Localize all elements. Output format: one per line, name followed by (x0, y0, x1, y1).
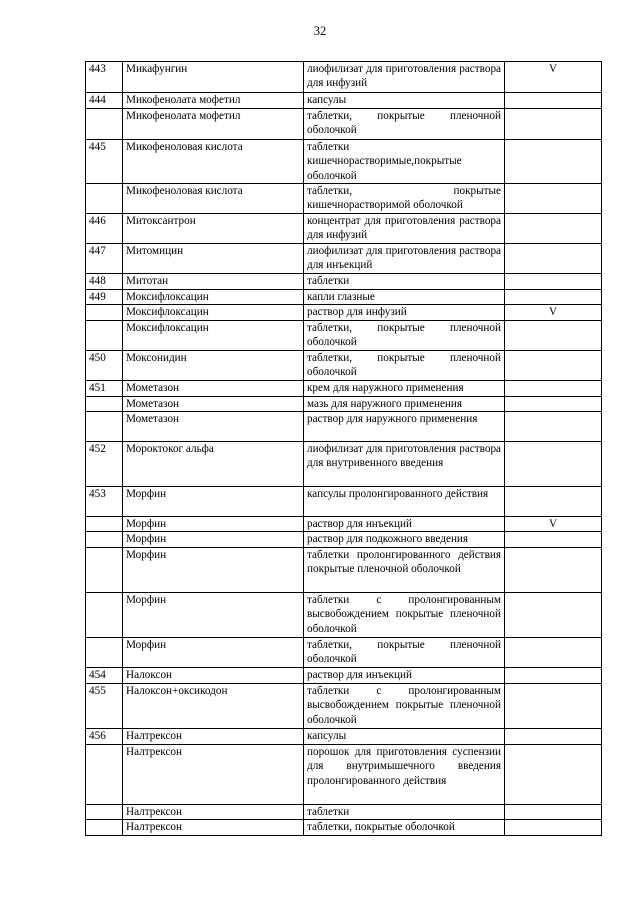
table-row (86, 638, 602, 668)
table-row (86, 441, 602, 486)
cell-dosage-form: раствор для инъекций (304, 668, 505, 684)
cell-drug-name: Моксифлоксацин (123, 290, 304, 305)
cell-dosage-form: капли глазные (304, 290, 505, 305)
table-row (86, 684, 602, 729)
cell-flag: V (505, 516, 602, 531)
cell-flag (505, 593, 602, 638)
cell-flag (505, 684, 602, 729)
cell-drug-name: Микофенолата мофетил (123, 109, 304, 140)
cell-drug-name: Моксифлоксацин (123, 320, 304, 350)
cell-drug-name: Митоксантрон (123, 214, 304, 244)
table-row (86, 109, 602, 140)
cell-flag (505, 745, 602, 805)
cell-flag: V (505, 305, 602, 320)
page-number: 32 (313, 24, 327, 38)
cell-flag (505, 486, 602, 516)
cell-number (86, 532, 123, 548)
table-row (86, 593, 602, 638)
cell-number (86, 184, 123, 214)
cell-flag (505, 441, 602, 486)
cell-flag (505, 244, 602, 274)
table-row (86, 729, 602, 745)
table-row (86, 486, 602, 516)
cell-dosage-form: таблетки с пролонгированным высвобождением покрытые пленочной оболочкой (304, 593, 505, 638)
table-row (86, 305, 602, 320)
cell-drug-name: Митомицин (123, 244, 304, 274)
cell-number: 455 (86, 684, 123, 729)
table-row (86, 745, 602, 805)
cell-drug-name: Митотан (123, 274, 304, 290)
cell-flag (505, 320, 602, 350)
table-row (86, 380, 602, 396)
cell-flag (505, 350, 602, 380)
cell-number: 444 (86, 93, 123, 109)
cell-number (86, 638, 123, 668)
drug-list-body (86, 62, 602, 836)
cell-flag (505, 140, 602, 184)
cell-flag (505, 638, 602, 668)
cell-flag (505, 729, 602, 745)
cell-flag (505, 548, 602, 593)
cell-drug-name: Морфин (123, 486, 304, 516)
cell-dosage-form: лиофилизат для приготовления раствора для инъекций (304, 244, 505, 274)
table-row (86, 516, 602, 531)
table-row (86, 290, 602, 305)
cell-dosage-form: таблетки, покрытые пленочной оболочкой (304, 109, 505, 140)
cell-number: 445 (86, 140, 123, 184)
cell-number (86, 320, 123, 350)
cell-drug-name: Морфин (123, 516, 304, 531)
cell-drug-name: Налтрексон (123, 805, 304, 820)
cell-drug-name: Налтрексон (123, 745, 304, 805)
table-row (86, 805, 602, 820)
cell-number (86, 805, 123, 820)
cell-number: 452 (86, 441, 123, 486)
cell-drug-name: Морфин (123, 532, 304, 548)
table-row (86, 411, 602, 441)
cell-drug-name: Микофеноловая кислота (123, 140, 304, 184)
table-row (86, 244, 602, 274)
cell-number: 454 (86, 668, 123, 684)
table-row (86, 320, 602, 350)
cell-drug-name: Мометазон (123, 396, 304, 411)
cell-number (86, 820, 123, 835)
cell-drug-name: Мометазон (123, 380, 304, 396)
table-row (86, 62, 602, 93)
cell-number: 448 (86, 274, 123, 290)
cell-number (86, 305, 123, 320)
cell-flag (505, 820, 602, 835)
cell-number: 451 (86, 380, 123, 396)
cell-dosage-form: раствор для инфузий (304, 305, 505, 320)
cell-drug-name: Налоксон+оксикодон (123, 684, 304, 729)
cell-dosage-form: таблетки, покрытые пленочной оболочкой (304, 638, 505, 668)
cell-flag (505, 805, 602, 820)
drug-list-table (85, 61, 602, 836)
cell-number (86, 516, 123, 531)
cell-dosage-form: таблетки пролонгированного действия покрытые пленочной оболочкой (304, 548, 505, 593)
cell-number: 453 (86, 486, 123, 516)
table-row (86, 214, 602, 244)
cell-dosage-form: таблетки, покрытые оболочкой (304, 820, 505, 835)
cell-dosage-form: раствор для инъекций (304, 516, 505, 531)
table-row (86, 184, 602, 214)
cell-dosage-form: таблетки, покрытые пленочной оболочкой (304, 350, 505, 380)
cell-number (86, 411, 123, 441)
cell-drug-name: Налтрексон (123, 729, 304, 745)
cell-number: 447 (86, 244, 123, 274)
table-row (86, 396, 602, 411)
cell-flag (505, 109, 602, 140)
cell-flag (505, 396, 602, 411)
cell-number: 449 (86, 290, 123, 305)
table-row (86, 93, 602, 109)
cell-drug-name: Морфин (123, 548, 304, 593)
cell-dosage-form: капсулы (304, 729, 505, 745)
cell-dosage-form: таблетки, покрытые кишечнорастворимой оболочкой (304, 184, 505, 214)
cell-drug-name: Морфин (123, 638, 304, 668)
cell-flag (505, 411, 602, 441)
cell-number: 443 (86, 62, 123, 93)
cell-dosage-form: капсулы пролонгированного действия (304, 486, 505, 516)
table-row (86, 548, 602, 593)
cell-number (86, 396, 123, 411)
cell-dosage-form: порошок для приготовления суспензии для внутримышечного введения пролонгированного действия (304, 745, 505, 805)
cell-drug-name: Моксонидин (123, 350, 304, 380)
cell-drug-name: Микафунгин (123, 62, 304, 93)
cell-drug-name: Налоксон (123, 668, 304, 684)
cell-flag (505, 380, 602, 396)
table-row (86, 820, 602, 835)
cell-dosage-form: таблетки с пролонгированным высвобождением покрытые пленочной оболочкой (304, 684, 505, 729)
cell-dosage-form: таблетки (304, 805, 505, 820)
cell-drug-name: Мороктоког альфа (123, 441, 304, 486)
cell-number (86, 593, 123, 638)
cell-flag (505, 290, 602, 305)
cell-dosage-form: таблетки кишечнорастворимые,покрытые оболочкой (304, 140, 505, 184)
cell-dosage-form: раствор для подкожного введения (304, 532, 505, 548)
cell-number: 446 (86, 214, 123, 244)
table-row (86, 668, 602, 684)
cell-dosage-form: лиофилизат для приготовления раствора для инфузий (304, 62, 505, 93)
cell-flag (505, 668, 602, 684)
cell-dosage-form: капсулы (304, 93, 505, 109)
cell-drug-name: Моксифлоксацин (123, 305, 304, 320)
cell-dosage-form: таблетки, покрытые пленочной оболочкой (304, 320, 505, 350)
cell-flag (505, 184, 602, 214)
cell-drug-name: Микофеноловая кислота (123, 184, 304, 214)
cell-number: 456 (86, 729, 123, 745)
cell-flag: V (505, 62, 602, 93)
cell-dosage-form: лиофилизат для приготовления раствора для внутривенного введения (304, 441, 505, 486)
cell-dosage-form: концентрат для приготовления раствора для инфузий (304, 214, 505, 244)
cell-number: 450 (86, 350, 123, 380)
table-row (86, 350, 602, 380)
cell-drug-name: Микофенолата мофетил (123, 93, 304, 109)
table-row (86, 140, 602, 184)
table-row (86, 532, 602, 548)
cell-dosage-form: раствор для наружного применения (304, 411, 505, 441)
cell-dosage-form: крем для наружного применения (304, 380, 505, 396)
cell-drug-name: Мометазон (123, 411, 304, 441)
cell-dosage-form: таблетки (304, 274, 505, 290)
cell-flag (505, 532, 602, 548)
cell-dosage-form: мазь для наружного применения (304, 396, 505, 411)
cell-flag (505, 93, 602, 109)
cell-flag (505, 214, 602, 244)
cell-number (86, 745, 123, 805)
table-row (86, 274, 602, 290)
cell-drug-name: Морфин (123, 593, 304, 638)
cell-flag (505, 274, 602, 290)
cell-number (86, 548, 123, 593)
cell-number (86, 109, 123, 140)
cell-drug-name: Налтрексон (123, 820, 304, 835)
